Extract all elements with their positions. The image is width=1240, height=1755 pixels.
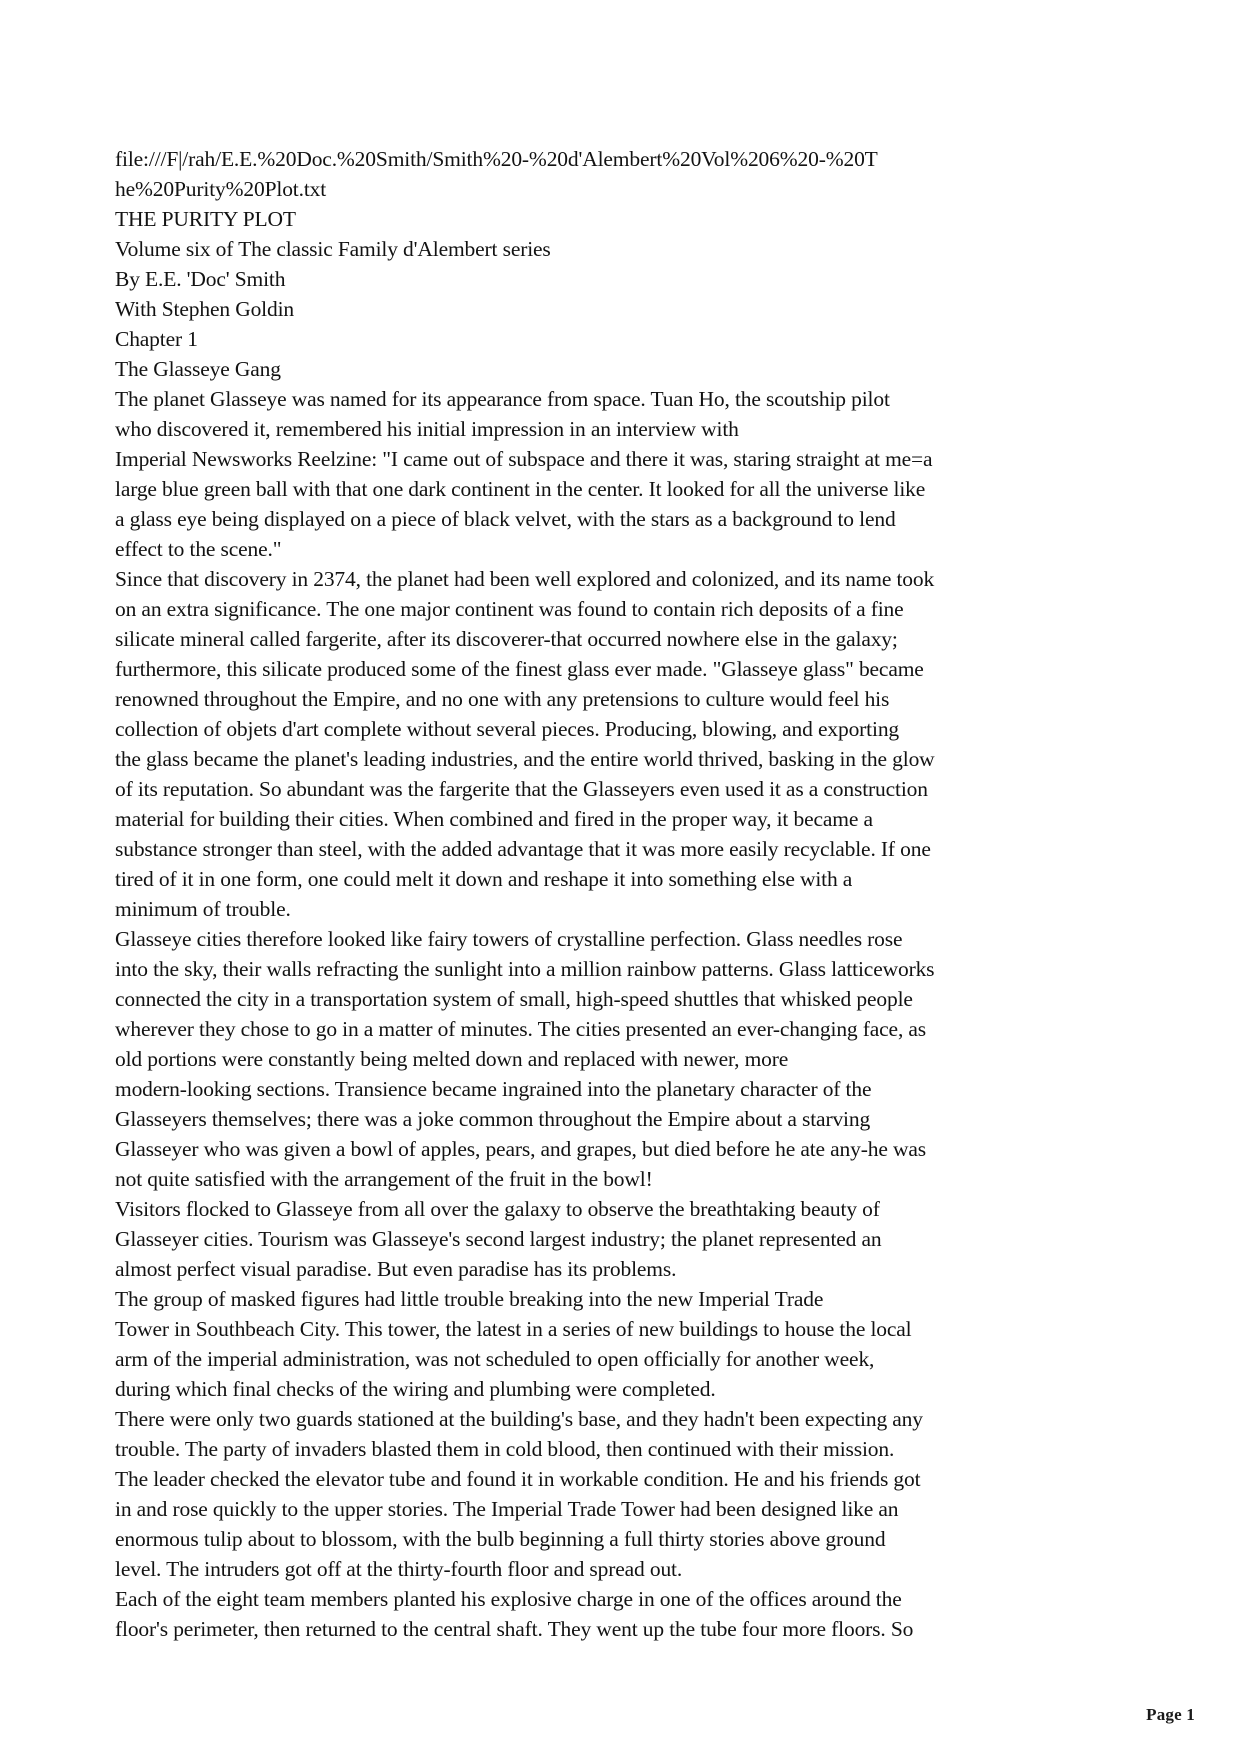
text-line: Glasseye cities therefore looked like fairy towers of crystalline perfection. Glass needles rose bbox=[115, 927, 903, 951]
text-line: The planet Glasseye was named for its appearance from space. Tuan Ho, the scoutship pilot bbox=[115, 387, 890, 411]
text-line: material for building their cities. When combined and fired in the proper way, it became a bbox=[115, 807, 873, 831]
chapter-heading: Chapter 1 bbox=[115, 327, 198, 351]
text-line: Tower in Southbeach City. This tower, the latest in a series of new buildings to house the local bbox=[115, 1317, 912, 1341]
text-line: into the sky, their walls refracting the sunlight into a million rainbow patterns. Glass latticeworks bbox=[115, 957, 935, 981]
document-text-block bbox=[115, 144, 1115, 1644]
text-line: furthermore, this silicate produced some of the finest glass ever made. "Glasseye glass" became bbox=[115, 657, 924, 681]
text-line: not quite satisfied with the arrangement of the fruit in the bowl! bbox=[115, 1167, 653, 1191]
text-line: a glass eye being displayed on a piece of black velvet, with the stars as a background to lend bbox=[115, 507, 896, 531]
file-url-lines bbox=[115, 144, 1115, 204]
text-line: wherever they chose to go in a matter of minutes. The cities presented an ever-changing face, as bbox=[115, 1017, 926, 1041]
text-line: enormous tulip about to blossom, with the bulb beginning a full thirty stories above ground bbox=[115, 1527, 886, 1551]
text-line: the glass became the planet's leading industries, and the entire world thrived, basking in the glow bbox=[115, 747, 935, 771]
text-line: Glasseyer who was given a bowl of apples, pears, and grapes, but died before he ate any-he was bbox=[115, 1137, 926, 1161]
document-subtitle: Volume six of The classic Family d'Alembert series bbox=[115, 237, 551, 261]
text-line: floor's perimeter, then returned to the central shaft. They went up the tube four more floors. So bbox=[115, 1617, 914, 1641]
text-line: he%20Purity%20Plot.txt bbox=[115, 177, 327, 201]
text-line: Imperial Newsworks Reelzine: "I came out of subspace and there it was, staring straight at me=a bbox=[115, 447, 933, 471]
text-line: minimum of trouble. bbox=[115, 897, 291, 921]
document-title: THE PURITY PLOT bbox=[115, 207, 296, 231]
text-line: connected the city in a transportation system of small, high-speed shuttles that whisked people bbox=[115, 987, 913, 1011]
text-line: Glasseyers themselves; there was a joke common throughout the Empire about a starving bbox=[115, 1107, 871, 1131]
text-line: of its reputation. So abundant was the fargerite that the Glasseyers even used it as a construction bbox=[115, 777, 928, 801]
text-line: renowned throughout the Empire, and no one with any pretensions to culture would feel his bbox=[115, 687, 890, 711]
text-line: tired of it in one form, one could melt it down and reshape it into something else with a bbox=[115, 867, 853, 891]
text-line: old portions were constantly being melted down and replaced with newer, more bbox=[115, 1047, 789, 1071]
text-line: trouble. The party of invaders blasted them in cold blood, then continued with their mission. bbox=[115, 1437, 895, 1461]
text-line: Since that discovery in 2374, the planet had been well explored and colonized, and its name took bbox=[115, 567, 935, 591]
document-byline: By E.E. 'Doc' Smith bbox=[115, 267, 286, 291]
text-line: Each of the eight team members planted his explosive charge in one of the offices around the bbox=[115, 1587, 902, 1611]
document-coauthor: With Stephen Goldin bbox=[115, 297, 295, 321]
text-line: There were only two guards stationed at the building's base, and they hadn't been expecting any bbox=[115, 1407, 923, 1431]
text-line: file:///F|/rah/E.E.%20Doc.%20Smith/Smith%20-%20d'Alembert%20Vol%206%20-%20T bbox=[115, 147, 878, 171]
text-line: in and rose quickly to the upper stories. The Imperial Trade Tower had been designed like an bbox=[115, 1497, 899, 1521]
text-line: large blue green ball with that one dark continent in the center. It looked for all the universe like bbox=[115, 477, 926, 501]
page-number: Page 1 bbox=[1146, 1705, 1195, 1724]
text-line: arm of the imperial administration, was not scheduled to open officially for another week, bbox=[115, 1347, 875, 1371]
body-text-lines bbox=[115, 384, 1115, 1644]
text-line: The leader checked the elevator tube and found it in workable condition. He and his friends got bbox=[115, 1467, 921, 1491]
text-line: substance stronger than steel, with the added advantage that it was more easily recyclable. If one bbox=[115, 837, 931, 861]
text-line: who discovered it, remembered his initial impression in an interview with bbox=[115, 417, 739, 441]
text-line: level. The intruders got off at the thirty-fourth floor and spread out. bbox=[115, 1557, 683, 1581]
text-line: on an extra significance. The one major continent was found to contain rich deposits of a fine bbox=[115, 597, 904, 621]
text-line: modern-looking sections. Transience became ingrained into the planetary character of the bbox=[115, 1077, 872, 1101]
chapter-title: The Glasseye Gang bbox=[115, 357, 281, 381]
text-line: effect to the scene." bbox=[115, 537, 282, 561]
text-line: Glasseyer cities. Tourism was Glasseye's second largest industry; the planet represented an bbox=[115, 1227, 882, 1251]
text-line: almost perfect visual paradise. But even paradise has its problems. bbox=[115, 1257, 677, 1281]
text-line: collection of objets d'art complete without several pieces. Producing, blowing, and exporting bbox=[115, 717, 900, 741]
text-line: Visitors flocked to Glasseye from all over the galaxy to observe the breathtaking beauty of bbox=[115, 1197, 880, 1221]
text-line: during which final checks of the wiring and plumbing were completed. bbox=[115, 1377, 716, 1401]
text-line: silicate mineral called fargerite, after its discoverer-that occurred nowhere else in the galaxy; bbox=[115, 627, 898, 651]
text-line: The group of masked figures had little trouble breaking into the new Imperial Trade bbox=[115, 1287, 824, 1311]
